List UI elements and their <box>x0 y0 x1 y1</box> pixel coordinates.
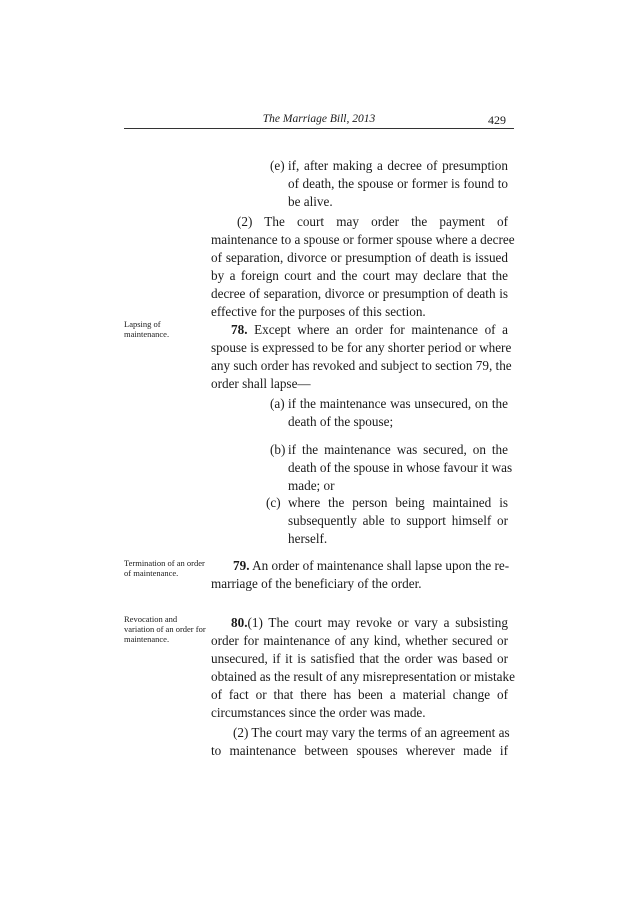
paragraph-line: order for maintenance of any kind, whether secured or <box>211 633 508 648</box>
section-80-subsection-2 <box>211 724 508 760</box>
paragraph-line: spouse is expressed to be for any shorter period or where <box>211 340 512 355</box>
paragraph-subsection-2 <box>211 213 515 321</box>
section-80 <box>211 614 515 722</box>
paragraph-line <box>211 557 508 575</box>
paragraph-line: maintenance to a spouse or former spouse where a decree <box>211 232 515 247</box>
paragraph-line: of separation, divorce or presumption of death is issued <box>211 250 508 265</box>
margin-note-line: Termination of an order <box>124 558 205 568</box>
paragraph-line <box>211 321 508 339</box>
page-header <box>124 113 514 129</box>
item-label: (e) <box>270 158 285 173</box>
section-78 <box>211 321 512 393</box>
item-label: (c) <box>266 495 281 510</box>
item-label: (a) <box>270 396 285 411</box>
paragraph-line: of fact or that there has been a material change of <box>211 687 508 702</box>
paragraph-line: marriage of the beneficiary of the order. <box>211 576 422 591</box>
item-line: subsequently able to support himself or <box>288 513 508 528</box>
margin-note-line: variation of an order for <box>124 624 206 634</box>
paragraph-line: decree of separation, divorce or presumption of death is <box>211 286 508 301</box>
paragraph-line: order shall lapse— <box>211 376 311 391</box>
paragraph-line: (2) The court may order the payment of <box>237 214 508 229</box>
item-line: be alive. <box>288 194 333 209</box>
item-line: herself. <box>288 531 328 546</box>
header-rule <box>124 128 514 129</box>
margin-note-revocation <box>124 614 220 644</box>
paragraph-line: (2) The court may vary the terms of an agreement as <box>233 725 510 740</box>
running-title: The Marriage Bill, 2013 <box>262 113 376 125</box>
item-line: death of the spouse in whose favour it was <box>288 460 513 475</box>
margin-note-line: Revocation and <box>124 614 178 624</box>
margin-note-line: maintenance. <box>124 329 170 339</box>
section-79 <box>211 557 508 593</box>
paragraph-line: any such order has revoked and subject to section 79, the <box>211 358 512 373</box>
section-number: 80. <box>231 615 248 630</box>
item-line: of death, the spouse or former is found to <box>288 176 508 191</box>
section-text: Except where an order for maintenance of a <box>254 322 509 337</box>
section-number: 78. <box>231 322 248 337</box>
paragraph-line: by a foreign court and the court may declare that the <box>211 268 508 283</box>
margin-note-line: Lapsing of <box>124 319 161 329</box>
item-label: (b) <box>270 442 286 457</box>
section-text: (1) The court may revoke or vary a subsisting <box>247 615 508 630</box>
item-line: if the maintenance was unsecured, on the <box>288 396 508 411</box>
margin-note-line: of maintenance. <box>124 568 179 578</box>
section-number: 79. <box>233 558 250 573</box>
item-line: where the person being maintained is <box>288 495 508 510</box>
paragraph-line: unsecured, if it is satisfied that the order was based or <box>211 651 508 666</box>
margin-note-line: maintenance. <box>124 634 170 644</box>
margin-note-termination <box>124 558 220 578</box>
section-text: An order of maintenance shall lapse upon the re- <box>252 558 510 573</box>
margin-note-lapsing <box>124 319 220 339</box>
item-line: if, after making a decree of presumption <box>288 158 508 173</box>
item-line: death of the spouse; <box>288 414 394 429</box>
paragraph-line <box>211 614 508 632</box>
item-line: made; or <box>288 478 335 493</box>
item-line: if the maintenance was secured, on the <box>288 442 508 457</box>
paragraph-line: effective for the purposes of this section. <box>211 304 426 319</box>
paragraph-line: circumstances since the order was made. <box>211 705 426 720</box>
page-number: 429 <box>488 113 506 127</box>
paragraph-line: to maintenance between spouses wherever made if <box>211 743 508 758</box>
paragraph-line: obtained as the result of any misrepresentation or mistake <box>211 669 515 684</box>
